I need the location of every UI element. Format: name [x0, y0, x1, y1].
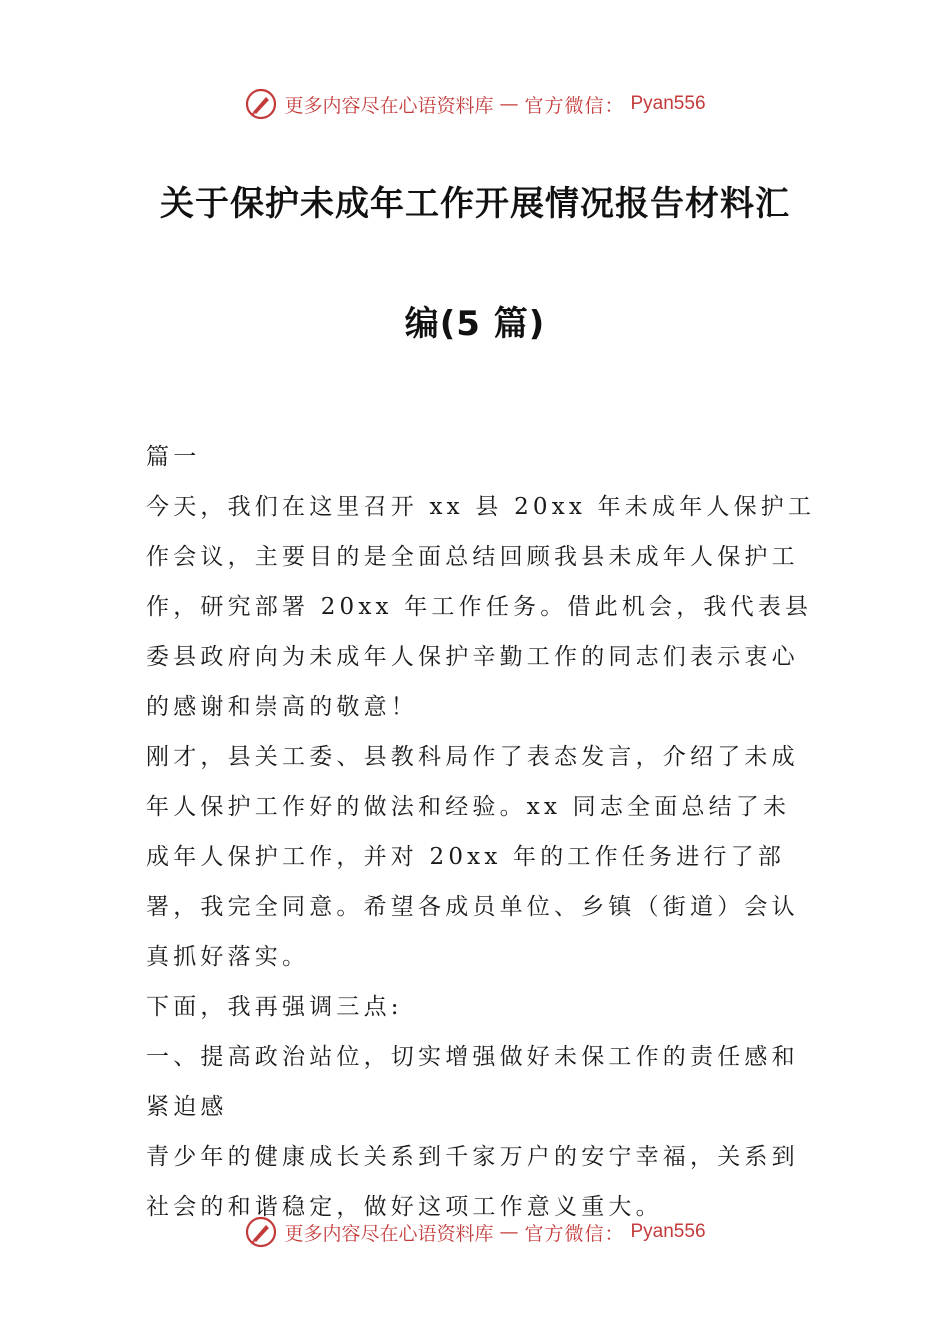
banner-wechat-handle: Pyan556	[630, 93, 706, 114]
section-heading: 篇一	[146, 444, 201, 470]
banner-dash: —	[499, 1221, 519, 1243]
banner-wechat-handle: Pyan556	[630, 1221, 706, 1242]
footer-watermark-banner	[0, 1212, 950, 1252]
document-title-line-1: 关于保护未成年工作开展情况报告材料汇	[160, 184, 790, 224]
subheading-paragraph: 一、提高政治站位，切实增强做好未保工作的责任感和紧迫感	[146, 1044, 799, 1120]
banner-dash: —	[499, 93, 519, 115]
banner-text: 更多内容尽在心语资料库	[284, 94, 494, 117]
body-paragraph: 青少年的健康成长关系到千家万户的安宁幸福，关系到社会的和谐稳定，做好这项工作意义重大。	[146, 1144, 799, 1220]
header-watermark-banner	[0, 84, 950, 124]
document-title-line-2: 编(5 篇)	[404, 304, 546, 344]
body-paragraph: 下面，我再强调三点:	[146, 994, 403, 1020]
body-paragraph: 今天，我们在这里召开 xx 县 20xx 年未成年人保护工作会议，主要目的是全面总结回顾我县未成年人保护工作，研究部署 20xx 年工作任务。借此机会，我代表县委县政府向为未成年人保护辛勤工作的同志们表示衷心的感谢和崇高的敬意！	[146, 494, 816, 720]
pen-logo-icon	[244, 87, 278, 121]
banner-text: 更多内容尽在心语资料库	[284, 1222, 494, 1245]
pen-logo-icon	[244, 1215, 278, 1249]
body-paragraph: 刚才，县关工委、县教科局作了表态发言，介绍了未成年人保护工作好的做法和经验。xx 同志全面总结了未成年人保护工作，并对 20xx 年的工作任务进行了部署，我完全同意。希望各成员单位、乡镇（街道）会认真抓好落实。	[146, 744, 799, 970]
banner-wechat-label: 官方微信：	[524, 1222, 625, 1245]
banner-wechat-label: 官方微信：	[524, 94, 625, 117]
document-body	[146, 432, 816, 1232]
